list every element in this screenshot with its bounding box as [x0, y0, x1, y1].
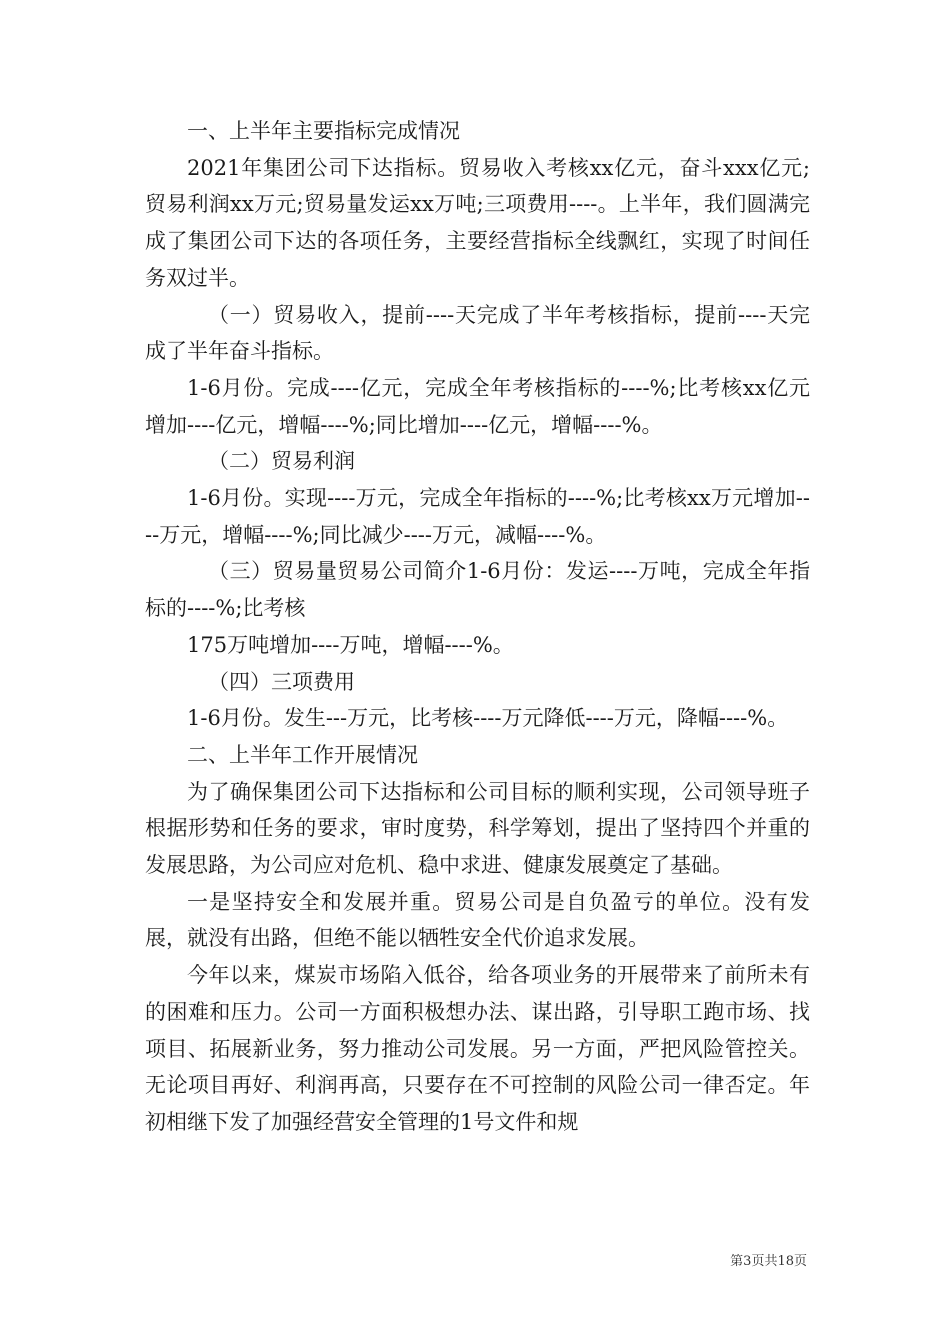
- subsection-three-expenses: （四）三项费用: [208, 669, 355, 694]
- subsection-trade-volume: （三）贸易量贸易公司简介1-6月份：发运----万吨，完成全年指标的----%;比考核: [145, 559, 810, 621]
- page-number: 第3页共18页: [730, 1254, 807, 1269]
- section-heading-2: 二、上半年工作开展情况: [187, 742, 418, 767]
- subsection-trade-revenue: （一）贸易收入，提前----天完成了半年考核指标，提前----天完成了半年奋斗指标。: [145, 302, 810, 364]
- paragraph-profit-detail: 1-6月份。实现----万元，完成全年指标的----%;比考核xx万元增加----万元，增幅----%;同比减少----万元，减幅----%。: [145, 486, 810, 547]
- paragraph-development-ideas: 为了确保集团公司下达指标和公司目标的顺利实现，公司领导班子根据形势和任务的要求，审时度势，科学筹划，提出了坚持四个并重的发展思路，为公司应对危机、稳中求进、健康发展奠定了基础。: [145, 779, 810, 878]
- paragraph-safety-development: 一是坚持安全和发展并重。贸易公司是自负盈亏的单位。没有发展，就没有出路，但绝不能以牺牲安全代价追求发展。: [145, 889, 810, 951]
- paragraph-volume-detail: 175万吨增加----万吨，增幅----%。: [187, 632, 514, 657]
- paragraph-market-risk: 今年以来，煤炭市场陷入低谷，给各项业务的开展带来了前所未有的困难和压力。公司一方面积极想办法、谋出路，引导职工跑市场、找项目、拓展新业务，努力推动公司发展。另一方面，严把风险管控关。无论项目再好、利润再高，只要存在不可控制的风险公司一律否定。年初相继下发了加强经营安全管理的1号文件和规: [145, 963, 810, 1134]
- section-heading-1: 一、上半年主要指标完成情况: [187, 119, 460, 143]
- paragraph-expenses-detail: 1-6月份。发生---万元，比考核----万元降低----万元，降幅----%。: [187, 706, 789, 731]
- paragraph-targets: 2021年集团公司下达指标。贸易收入考核xx亿元，奋斗xxx亿元;贸易利润xx万元;贸易量发运xx万吨;三项费用----。上半年，我们圆满完成了集团公司下达的各项任务，主要经营指标全线飘红，实现了时间任务双过半。: [145, 155, 810, 290]
- document-body: [145, 113, 810, 1141]
- subsection-trade-profit: （二）贸易利润: [208, 449, 355, 474]
- paragraph-revenue-detail: 1-6月份。完成----亿元，完成全年考核指标的----%;比考核xx亿元增加----亿元，增幅----%;同比增加----亿元，增幅----%。: [145, 375, 810, 437]
